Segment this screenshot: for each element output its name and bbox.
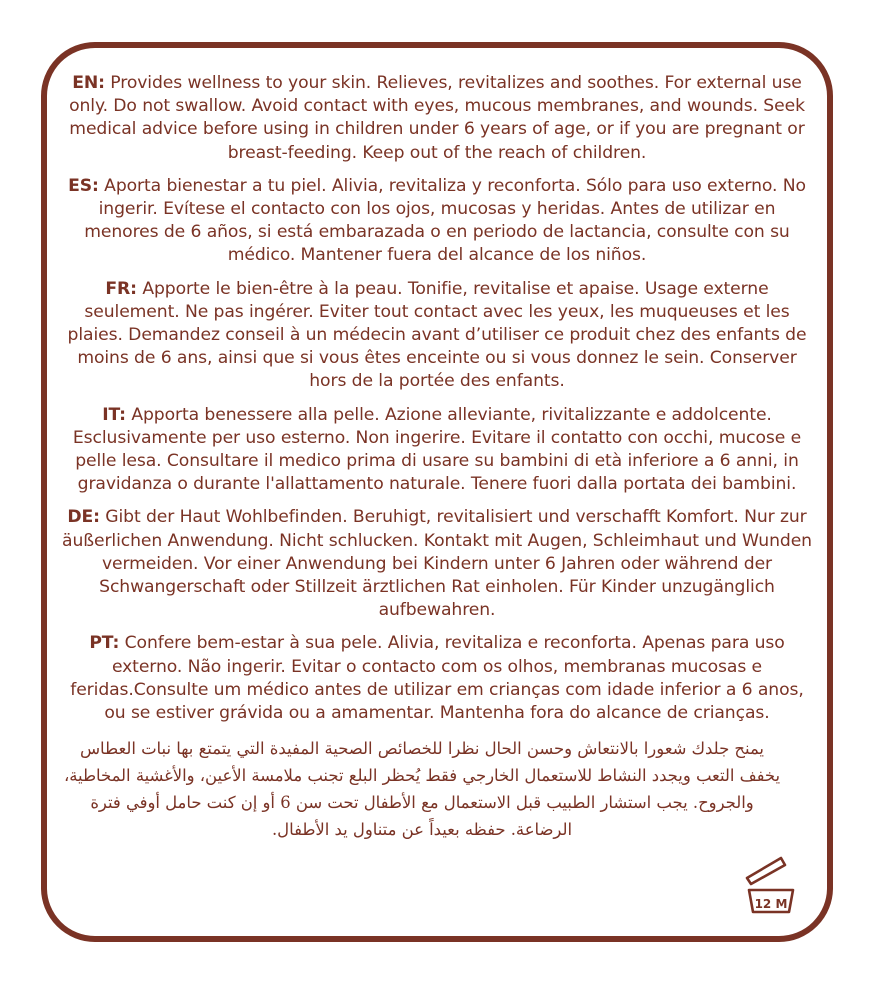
text-it: Apporta benessere alla pelle. Azione alleviante, rivitalizzante e addolcente. Esclusivamente per uso esterno. Non ingerire. Evitare il contatto con occhi, mucose e pelle lesa. Consultare il medico prima di usare su bambini di età inferiore a 6 anni, in gravidanza o durante l'allattamento naturale. Tenere fuori dalla portata dei bambini.: [72, 404, 802, 495]
paragraph-ar: يمنح جلدك شعورا بالانتعاش وحسن الحال نظرا للخصائص الصحية المفيدة التي يتمتع بها نبات العطاس يخفف التعب ويجدد النشاط للاستعمال الخارجي فقط يُحظر البلع تجنب ملامسة الأعين، والأغشية المخاطية، والجروح. يجب استشار الطبيب قبل الاستعمال مع الأطفال تحت سن 6 أو إن كنت حامل أوفي فترة الرضاعة. حفظه بعيداً عن متناول يد الأطفال.: [63, 739, 781, 840]
paragraph-en: [61, 72, 813, 165]
lang-code-es: ES:: [68, 175, 99, 196]
text-pt: Confere bem-estar à sua pele. Alivia, revitaliza e reconforta. Apenas para uso externo. Não ingerir. Evitar o contacto com os olhos, membranas mucosas e feridas.Consulte um médico antes de utilizar em crianças com idade inferior a 6 anos, ou se estiver grávida ou a amamentar. Mantenha fora do alcance de crianças.: [70, 633, 804, 724]
lang-code-pt: PT:: [89, 633, 120, 654]
paragraph-pt: [61, 632, 813, 725]
paragraph-it: [61, 404, 813, 497]
lang-code-de: DE:: [67, 507, 100, 528]
text-en: Provides wellness to your skin. Relieves, revitalizes and soothes. For external use only. Do not swallow. Avoid contact with eyes, mucous membranes, and wounds. Seek medical advice before using in children under 6 years of age, or if you are pregnant or breast-feeding. Keep out of the reach of children.: [69, 73, 805, 163]
lang-code-fr: FR:: [105, 278, 137, 299]
text-de: Gibt der Haut Wohlbefinden. Beruhigt, revitalisiert und verschafft Komfort. Nur zur äußerlichen Anwendung. Nicht schlucken. Kontakt mit Augen, Schleimhaut und Wunden vermeiden. Vor einer Anwendung bei Kindern unter 6 Jahren oder während der Schwangerschaft oder Stillzeit ärztlichen Rat einholen. Für Kinder unzugänglich aufbewahren.: [62, 507, 812, 621]
lang-code-en: EN:: [72, 73, 105, 93]
open-jar-icon: [743, 856, 799, 914]
lang-code-it: IT:: [102, 404, 126, 425]
paragraph-de: [61, 506, 813, 622]
paragraph-fr: [61, 278, 813, 394]
pao-label: 12 M: [754, 897, 788, 911]
label-content: [61, 72, 813, 843]
paragraph-es: [61, 175, 813, 268]
label-frame: [41, 42, 833, 942]
text-fr: Apporte le bien-être à la peau. Tonifie, revitalise et apaise. Usage externe seulement. Ne pas ingérer. Eviter tout contact avec les yeux, les muqueuses et les plaies. Demandez conseil à un médecin avant d’utiliser ce produit chez des enfants de moins de 6 ans, ainsi que si vous êtes enceinte ou si vous donnez le sein. Conserver hors de la portée des enfants.: [67, 278, 807, 392]
text-es: Aporta bienestar a tu piel. Alivia, revitaliza y reconforta. Sólo para uso externo. No ingerir. Evítese el contacto con los ojos, mucosas y heridas. Antes de utilizar en menores de 6 años, si está embarazada o en periodo de lactancia, consulte con su médico. Mantener fuera del alcance de los niños.: [84, 175, 806, 266]
